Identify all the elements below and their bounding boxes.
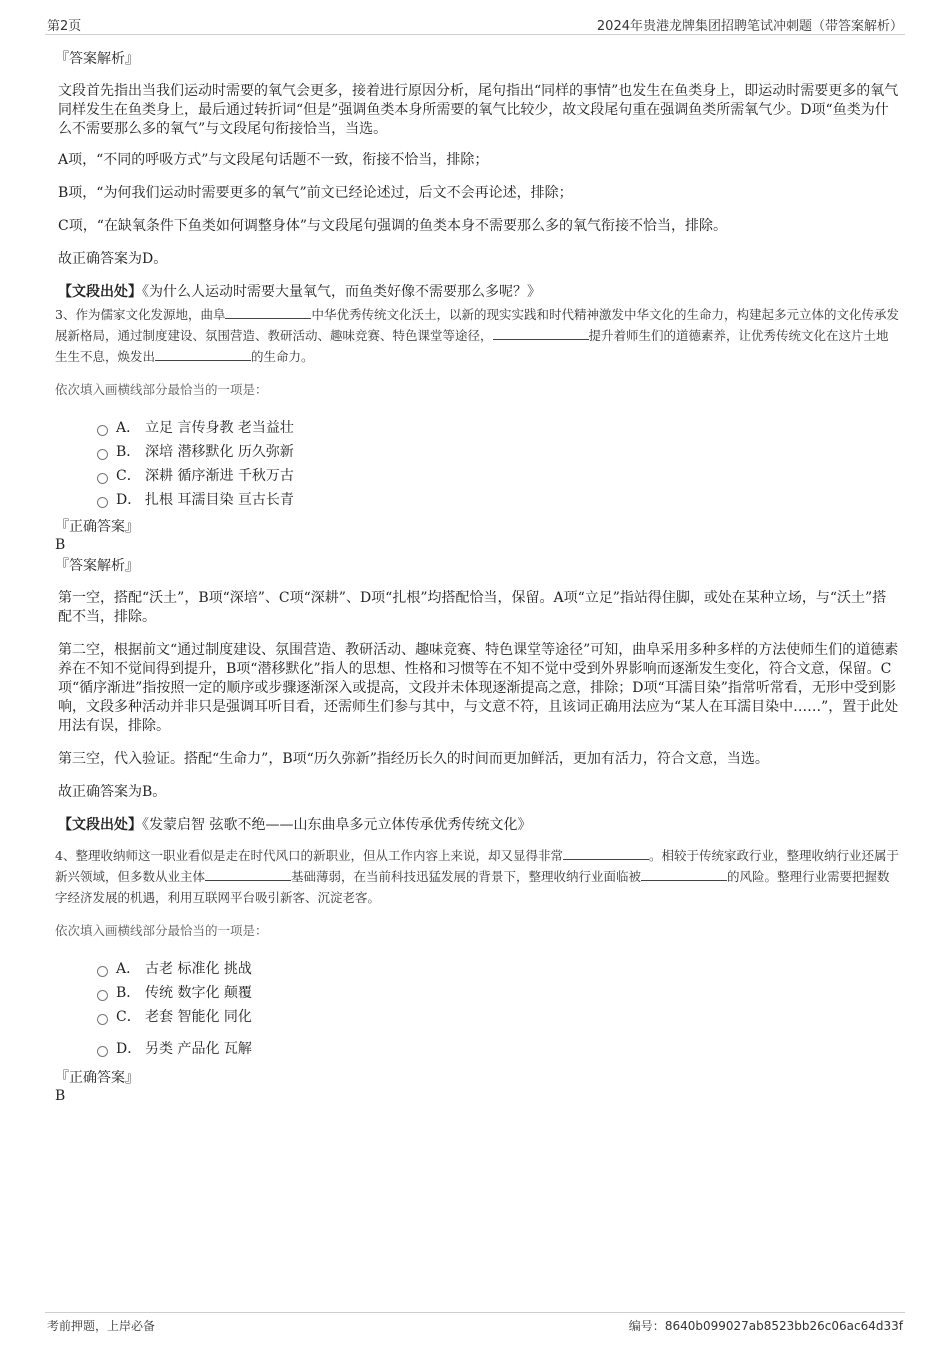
source-line: [55, 283, 900, 302]
blank-line: [205, 866, 291, 881]
option-d[interactable]: [97, 488, 900, 512]
analysis-paragraph: B项，“为何我们运动时需要更多的氧气”前文已经论述过，后文不会再论述，排除；: [58, 185, 573, 201]
analysis-label: 『答案解析』: [55, 51, 139, 67]
source-tag: 【文段出处】: [58, 284, 142, 300]
document-code: 编号：8640b099027ab8523bb26c06ac64d33f: [628, 1319, 903, 1333]
analysis-paragraph: 第一空，搭配“沃土”，B项“深培”、C项“深耕”、D项“扎根”均搭配恰当，保留。A项“立足”指站得住脚，或处在某种立场，与“沃土”搭配不当，排除。: [58, 590, 887, 625]
correct-answer: B: [55, 537, 66, 553]
option-a[interactable]: [97, 416, 900, 440]
source-text: 《发蒙启智 弦歌不绝——山东曲阜多元立体传承优秀传统文化》: [142, 817, 532, 833]
blank-line: [155, 346, 251, 361]
option-letter: A．: [116, 961, 141, 977]
option-list: [55, 416, 900, 512]
radio-button[interactable]: [97, 497, 108, 508]
blank-line: [563, 845, 649, 860]
blank-line: [493, 325, 589, 340]
option-text: 深耕 循序渐进 千秋万古: [145, 468, 294, 484]
source-tag: 【文段出处】: [58, 817, 142, 833]
document-content: [55, 44, 900, 1104]
option-letter: C．: [116, 1009, 141, 1025]
option-d[interactable]: [97, 1037, 900, 1061]
page-header: [45, 12, 905, 35]
correct-answer-label: 『正确答案』: [55, 519, 139, 535]
page-number: 第2页: [47, 19, 82, 34]
question-stem: 4、整理收纳师这一职业看似是走在时代风口的新职业，但从工作内容上来说，却又显得非常 。相较于传统家政行业，整理收纳行业还属于新兴领域，但多数从业主体 基础薄弱，在当前科技迅猛发展的背景下，整理收纳行业面临被 的风险。整理行业需要把握数字经济发展的机遇，利用互联网平台吸引新客、沉淀老客。: [55, 845, 900, 908]
radio-button[interactable]: [97, 990, 108, 1001]
option-b[interactable]: [97, 981, 900, 1005]
analysis-label: 『答案解析』: [55, 558, 139, 574]
option-c[interactable]: [97, 1005, 900, 1029]
footer-slogan: 考前押题，上岸必备: [47, 1319, 156, 1333]
analysis-paragraph: C项，“在缺氧条件下鱼类如何调整身体”与文段尾句强调的鱼类本身不需要那么多的氧气衔接不恰当，排除。: [58, 218, 728, 234]
option-text: 扎根 耳濡目染 亘古长青: [145, 492, 294, 508]
option-text: 深培 潜移默化 历久弥新: [145, 444, 294, 460]
question-instruction: 依次填入画横线部分最恰当的一项是：: [55, 923, 268, 938]
radio-button[interactable]: [97, 966, 108, 977]
option-text: 传统 数字化 颠覆: [145, 985, 252, 1001]
option-text: 古老 标准化 挑战: [145, 961, 252, 977]
option-list: [55, 957, 900, 1061]
radio-button[interactable]: [97, 1046, 108, 1057]
conclusion: 故正确答案为B。: [58, 784, 167, 800]
correct-answer-label: 『正确答案』: [55, 1070, 139, 1086]
option-letter: B．: [116, 985, 141, 1001]
question-stem: 3、作为儒家文化发源地，曲阜 中华优秀传统文化沃土，以新的现实实践和时代精神激发中华文化的生命力，构建起多元立体的文化传承发展新格局，通过制度建设、氛围营造、教研活动、趣味竞赛、特色课堂等途径， 提升着师生们的道德素养，让优秀传统文化在这片土地生生不息，焕发出 的生命力。: [55, 304, 900, 367]
analysis-paragraph: 第二空，根据前文“通过制度建设、氛围营造、教研活动、趣味竞赛、特色课堂等途径”可知，曲阜采用多种多样的方法使师生们的道德素养在不知不觉间得到提升，B项“潜移默化”指人的思想、性格和习惯等在不知不觉中受到外界影响而逐渐发生变化，符合文意，保留。C项“循序渐进”指按照一定的顺序或步骤逐渐深入或提高，文段并未体现逐渐提高之意，排除；D项“耳濡目染”指常听常看，无形中受到影响，文段多种活动并非只是强调耳听目看，还需师生们参与其中，与文意不符，且该词正确用法应为“某人在耳濡目染中……”，置于此处用法有误，排除。: [58, 642, 899, 734]
blank-line: [225, 304, 311, 319]
option-letter: D．: [116, 492, 142, 508]
option-letter: B．: [116, 444, 141, 460]
analysis-paragraph: A项，“不同的呼吸方式”与文段尾句话题不一致，衔接不恰当，排除；: [58, 152, 489, 168]
analysis-paragraph: 第三空，代入验证。搭配“生命力”，B项“历久弥新”指经历长久的时间而更加鲜活，更加有活力，符合文意，当选。: [58, 751, 769, 767]
question-instruction: 依次填入画横线部分最恰当的一项是：: [55, 382, 268, 397]
blank-line: [641, 866, 727, 881]
option-text: 另类 产品化 瓦解: [145, 1041, 252, 1057]
radio-button[interactable]: [97, 1014, 108, 1025]
document-title: 2024年贵港龙牌集团招聘笔试冲刺题（带答案解析）: [596, 19, 903, 34]
source-line: [55, 816, 900, 835]
option-letter: D．: [116, 1041, 142, 1057]
source-text: 《为什么人运动时需要大量氧气，而鱼类好像不需要那么多呢？》: [142, 284, 541, 300]
option-letter: A．: [116, 420, 141, 436]
radio-button[interactable]: [97, 425, 108, 436]
radio-button[interactable]: [97, 473, 108, 484]
option-letter: C．: [116, 468, 141, 484]
option-text: 老套 智能化 同化: [145, 1009, 252, 1025]
option-a[interactable]: [97, 957, 900, 981]
option-b[interactable]: [97, 440, 900, 464]
option-text: 立足 言传身教 老当益壮: [145, 420, 294, 436]
conclusion: 故正确答案为D。: [58, 251, 168, 267]
correct-answer: B: [55, 1088, 66, 1104]
page-footer: [45, 1312, 905, 1335]
radio-button[interactable]: [97, 449, 108, 460]
option-c[interactable]: [97, 464, 900, 488]
analysis-paragraph: 文段首先指出当我们运动时需要的氧气会更多，接着进行原因分析，尾句指出“同样的事情”也发生在鱼类身上，即运动时需要更多的氧气同样发生在鱼类身上，最后通过转折词“但是”强调鱼类本身所需要的氧气比较少，故文段尾句重在强调鱼类所需氧气少。D项“鱼类为什么不需要那么多的氧气”与文段尾句衔接恰当，当选。: [58, 83, 899, 137]
